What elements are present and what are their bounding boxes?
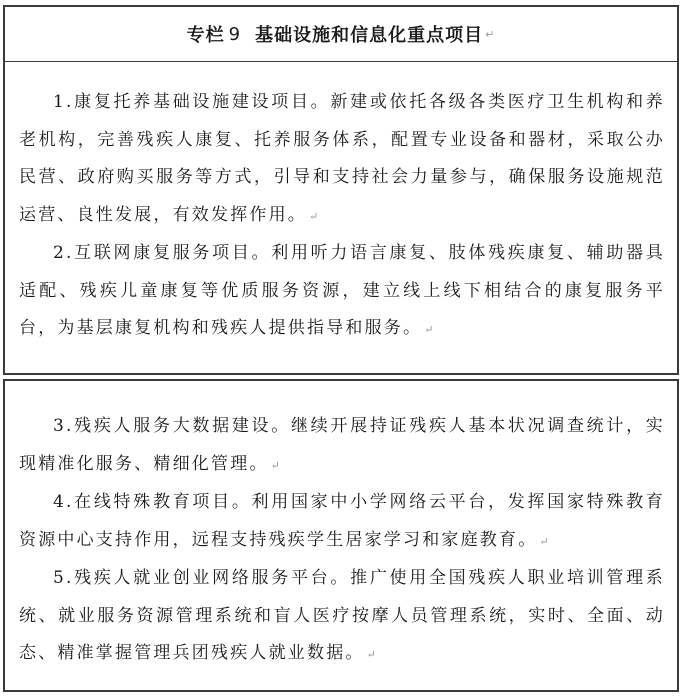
feature-box-part-1 — [3, 5, 679, 375]
project-item-text: 5.残疾人就业创业网络服务平台。推广使用全国残疾人职业培训管理系统、就业服务资源管理系统和盲人医疗按摩人员管理系统，实时、全面、动态、精准掌握管理兵团残疾人就业数据。 — [19, 568, 665, 663]
project-item-text: 2.互联网康复服务项目。利用听力语言康复、肢体残疾康复、辅助器具适配、残疾儿童康复等优质服务资源，建立线上线下相结合的康复服务平台，为基层康复机构和残疾人提供指导和服务。 — [19, 243, 665, 338]
paragraph-mark-icon: ↵ — [424, 323, 436, 336]
paragraph-mark-icon: ↵ — [539, 534, 551, 548]
paragraph-mark-icon: ↵ — [309, 209, 321, 223]
project-item — [19, 235, 665, 349]
box-header — [5, 7, 677, 62]
paragraph-mark-icon: ↵ — [366, 648, 379, 661]
project-item — [19, 484, 665, 560]
project-item — [19, 408, 665, 484]
project-item-text: 3.残疾人服务大数据建设。继续开展持证残疾人基本状况调查统计，实现精准化服务、精细化管理。 — [19, 416, 665, 474]
project-item-text: 1.康复托养基础设施建设项目。新建或依托各级各类医疗卫生机构和养老机构，完善残疾人康复、托养服务体系，配置专业设备和器材，采取公办民营、政府购买服务等方式，引导和支持社会力量参与，确保服务设施规范运营、良性发展，有效发挥作用。 — [19, 92, 665, 225]
paragraph-mark-icon: ↵ — [485, 27, 496, 41]
header-label: 专栏 — [186, 25, 225, 46]
feature-box-part-2 — [3, 379, 679, 692]
header-number: 9 — [228, 23, 242, 45]
header-title: 基础设施和信息化重点项目 — [255, 25, 484, 46]
project-item — [19, 84, 665, 235]
project-item-text: 4.在线特殊教育项目。利用国家中小学网络云平台，发挥国家特殊教育资源中心支持作用，远程支持残疾学生居家学习和家庭教育。 — [19, 492, 665, 550]
section-content — [5, 381, 677, 674]
project-item — [19, 560, 665, 674]
paragraph-mark-icon: ↵ — [270, 458, 283, 472]
section-content — [5, 62, 677, 349]
